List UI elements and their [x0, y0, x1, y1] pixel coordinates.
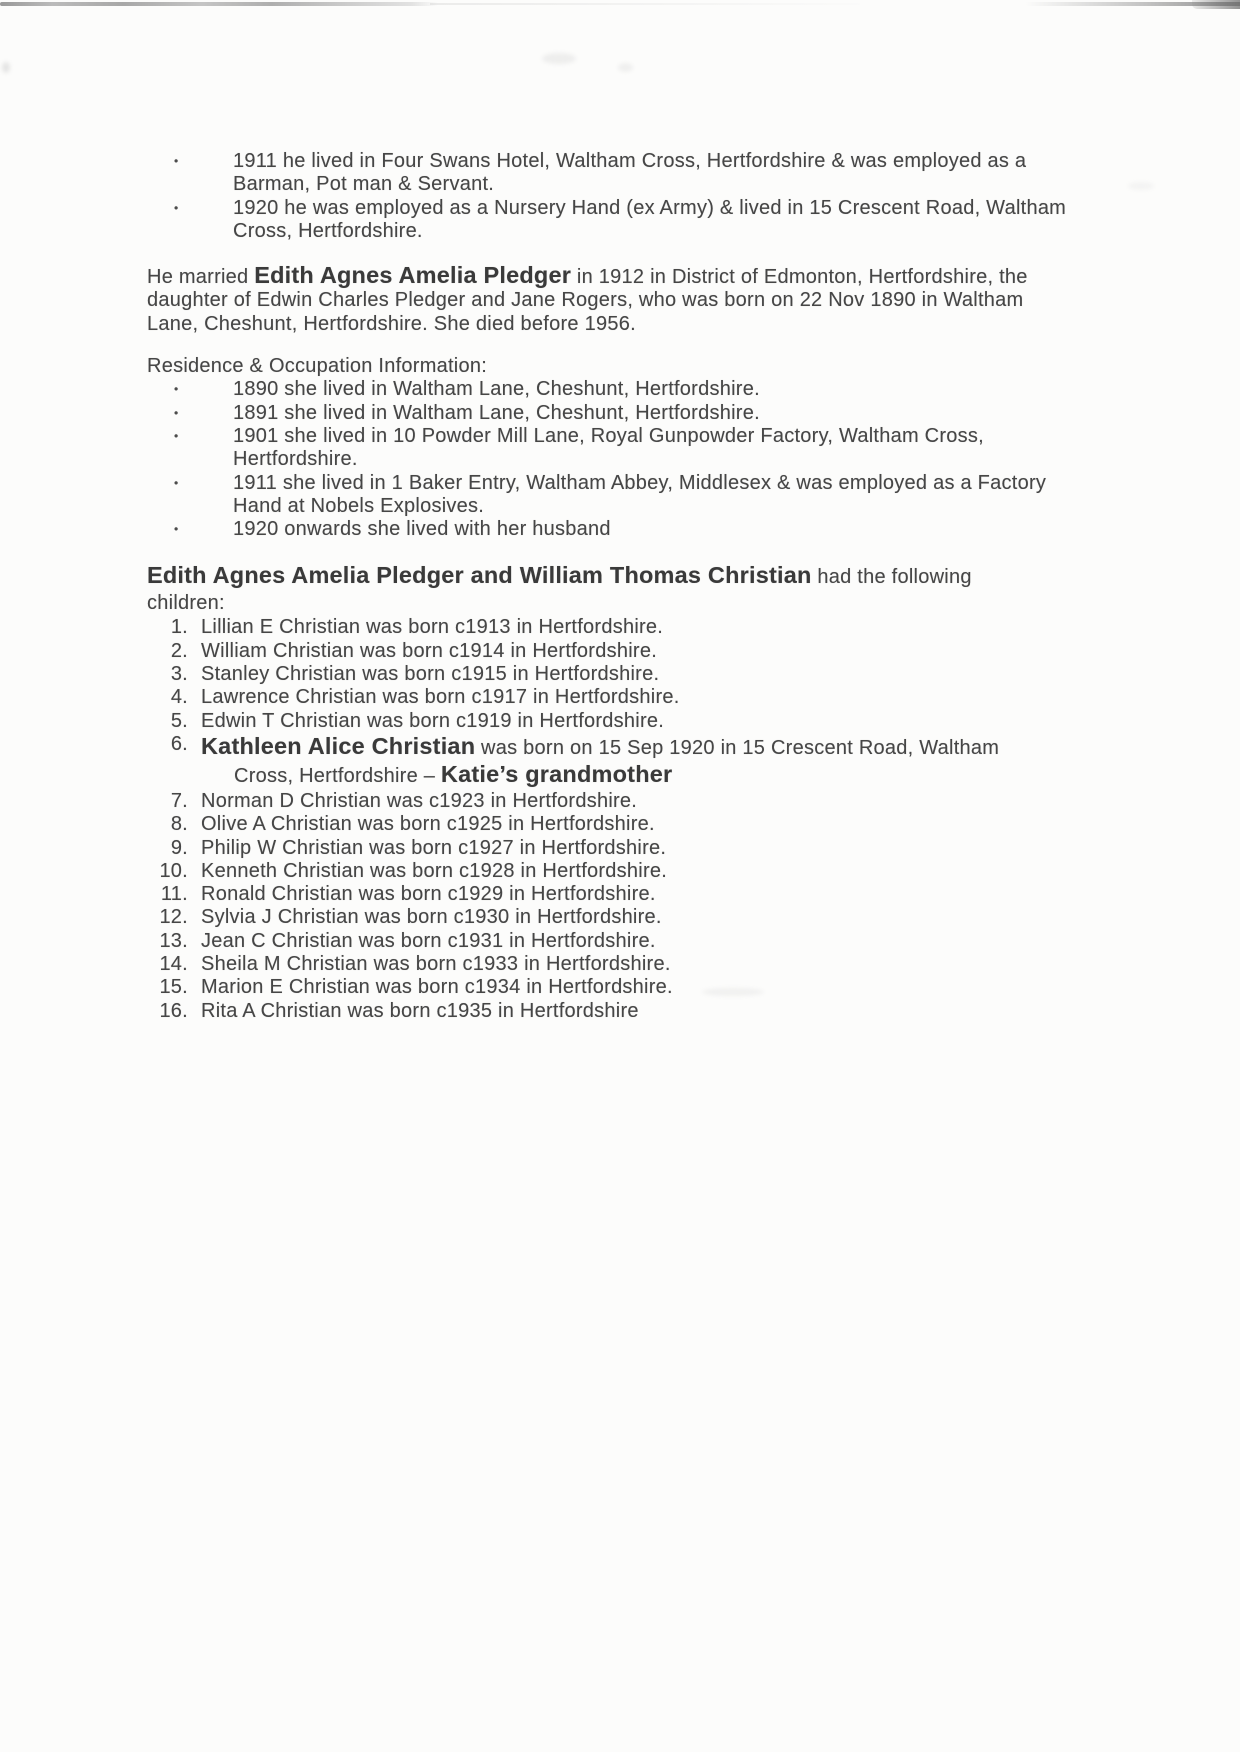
child-item	[147, 906, 1132, 929]
bullet-icon: •	[174, 428, 179, 443]
child-item	[147, 1000, 1132, 1023]
child-item	[147, 733, 1132, 790]
text-line	[201, 906, 1132, 929]
scan-smudge	[542, 53, 576, 64]
text: 1911 she lived in 1 Baker Entry, Waltham Abbey, Middlesex & was employed as a Factory	[233, 471, 1047, 494]
text: Lane, Cheshunt, Hertfordshire. She died before 1956.	[147, 312, 636, 335]
child-item	[147, 883, 1132, 906]
item-number: 2.	[170, 639, 188, 662]
item-number: 1.	[170, 616, 188, 639]
his-residence-list	[147, 150, 1132, 243]
children-heading	[147, 562, 1132, 616]
text-line	[201, 813, 1132, 836]
text-line	[201, 953, 1132, 976]
text-line	[201, 883, 1132, 906]
text-line	[147, 562, 1132, 590]
text: William Christian was born c1914 in Hertfordshire.	[201, 639, 657, 662]
bullet-item	[147, 197, 1132, 244]
text-line	[233, 495, 1132, 518]
bold-text: Kathleen Alice Christian	[201, 732, 476, 759]
text-line	[201, 640, 1132, 663]
item-number: 13.	[159, 929, 188, 952]
text-line	[201, 733, 1132, 762]
text: Stanley Christian was born c1915 in Hertfordshire.	[201, 663, 660, 686]
bullet-text	[233, 402, 1132, 425]
child-text	[201, 930, 1132, 953]
child-text	[201, 790, 1132, 813]
item-number: 9.	[170, 836, 188, 859]
child-text	[201, 813, 1132, 836]
child-text	[201, 906, 1132, 929]
item-number: 5.	[170, 709, 188, 732]
text-line	[201, 686, 1132, 709]
text-line	[233, 173, 1132, 196]
text: 1911 he lived in Four Swans Hotel, Waltham Cross, Hertfordshire & was employed as a	[233, 150, 1027, 172]
item-number: 15.	[159, 976, 188, 999]
child-item	[147, 790, 1132, 813]
children-list	[147, 616, 1132, 1022]
residence-heading: Residence & Occupation Information:	[147, 355, 488, 378]
text: Cross, Hertfordshire.	[233, 219, 423, 242]
scan-artifact-corner	[1192, 0, 1240, 9]
bullet-item	[147, 425, 1132, 472]
bullet-text	[233, 425, 1132, 472]
text: Norman D Christian was c1923 in Hertfordshire.	[201, 789, 638, 812]
bullet-item	[147, 378, 1132, 401]
text-line	[233, 402, 1132, 425]
text: Kenneth Christian was born c1928 in Hertfordshire.	[201, 859, 668, 882]
child-item	[147, 616, 1132, 639]
scan-artifact-top-mid	[430, 3, 860, 5]
text-line	[233, 220, 1132, 243]
text-line	[233, 472, 1132, 495]
text: He married	[147, 266, 255, 289]
item-number: 6.	[170, 732, 188, 755]
child-text	[201, 837, 1132, 860]
child-text	[201, 733, 1132, 790]
bullet-text	[233, 378, 1132, 401]
scan-smudge	[2, 62, 10, 73]
scan-smudge	[618, 63, 633, 72]
child-text	[201, 616, 1132, 639]
child-item	[147, 837, 1132, 860]
text: Ronald Christian was born c1929 in Hertfordshire.	[201, 883, 656, 906]
item-number: 8.	[170, 813, 188, 836]
text-line	[201, 663, 1132, 686]
child-text	[201, 663, 1132, 686]
bullet-icon: •	[174, 475, 179, 490]
child-item	[147, 813, 1132, 836]
bullet-item	[147, 402, 1132, 425]
text: Rita A Christian was born c1935 in Hertfordshire	[201, 999, 639, 1022]
text: Barman, Pot man & Servant.	[233, 173, 495, 196]
bullet-icon: •	[174, 200, 179, 215]
text-line	[201, 860, 1132, 883]
text-line	[234, 761, 1132, 790]
text: Lillian E Christian was born c1913 in Hertfordshire.	[201, 616, 664, 639]
bullet-item	[147, 472, 1132, 519]
child-text	[201, 953, 1132, 976]
item-number: 7.	[170, 789, 188, 812]
item-number: 4.	[170, 686, 188, 709]
child-text	[201, 640, 1132, 663]
child-text	[201, 686, 1132, 709]
bullet-item	[147, 518, 1132, 541]
bullet-text	[233, 197, 1132, 244]
text: Sylvia J Christian was born c1930 in Hertfordshire.	[201, 906, 662, 929]
item-number: 10.	[159, 859, 188, 882]
text-line	[147, 313, 1132, 336]
document-body	[147, 150, 1132, 1023]
child-text	[201, 1000, 1132, 1023]
bold-text: Edith Agnes Amelia Pledger	[254, 262, 572, 289]
residence-list	[147, 378, 1132, 541]
text: was born on 15 Sep 1920 in 15 Crescent Road, Waltham	[475, 736, 1000, 759]
text-line	[233, 518, 1132, 541]
child-text	[201, 710, 1132, 733]
text-line	[201, 790, 1132, 813]
text: Cross, Hertfordshire –	[234, 765, 441, 788]
child-text	[201, 976, 1132, 999]
scan-artifact-top-left	[0, 2, 438, 6]
text-line	[201, 837, 1132, 860]
child-item	[147, 686, 1132, 709]
bullet-item	[147, 150, 1132, 197]
text: Hand at Nobels Explosives.	[233, 494, 485, 517]
text: 1890 she lived in Waltham Lane, Cheshunt, Hertfordshire.	[233, 378, 760, 401]
text-line	[201, 976, 1132, 999]
text-line	[147, 264, 1132, 289]
text-line	[201, 930, 1132, 953]
text: Philip W Christian was born c1927 in Hertfordshire.	[201, 836, 667, 859]
item-number: 16.	[159, 999, 188, 1022]
child-text	[201, 860, 1132, 883]
text-line	[233, 378, 1132, 401]
bullet-icon: •	[174, 382, 179, 397]
text: Hertfordshire.	[233, 448, 358, 471]
bullet-icon: •	[174, 154, 179, 168]
child-item	[147, 710, 1132, 733]
text-line	[233, 150, 1132, 173]
text: 1920 onwards she lived with her husband	[233, 518, 611, 541]
text: Edwin T Christian was born c1919 in Hertfordshire.	[201, 709, 665, 732]
child-item	[147, 953, 1132, 976]
text: 1891 she lived in Waltham Lane, Cheshunt, Hertfordshire.	[233, 401, 760, 424]
child-item	[147, 860, 1132, 883]
item-number: 12.	[159, 906, 188, 929]
bullet-text	[233, 472, 1132, 519]
text-line	[233, 197, 1132, 220]
child-item	[147, 930, 1132, 953]
bold-text: Edith Agnes Amelia Pledger and William Thomas Christian	[147, 562, 812, 589]
child-text	[201, 883, 1132, 906]
text-line	[233, 448, 1132, 471]
bullet-text	[233, 518, 1132, 541]
text-line	[147, 289, 1132, 312]
text: daughter of Edwin Charles Pledger and Jane Rogers, who was born on 22 Nov 1890 in Waltham	[147, 289, 1024, 312]
item-number: 11.	[160, 883, 188, 906]
text: had the following	[811, 566, 972, 589]
text: 1901 she lived in 10 Powder Mill Lane, Royal Gunpowder Factory, Waltham Cross,	[233, 424, 984, 447]
marriage-paragraph	[147, 264, 1132, 336]
text: 1920 he was employed as a Nursery Hand (ex Army) & lived in 15 Crescent Road, Waltham	[233, 196, 1067, 219]
text-line	[201, 1000, 1132, 1023]
bold-text: Katie’s grandmother	[440, 761, 673, 788]
text: Sheila M Christian was born c1933 in Hertfordshire.	[201, 953, 671, 976]
child-item	[147, 640, 1132, 663]
text: children:	[147, 592, 225, 615]
text-line	[201, 616, 1132, 639]
child-item	[147, 976, 1132, 999]
text: Olive A Christian was born c1925 in Hertfordshire.	[201, 813, 655, 836]
item-number: 3.	[170, 663, 188, 686]
bullet-icon: •	[174, 405, 179, 420]
text-line	[233, 425, 1132, 448]
text-line	[147, 590, 1132, 616]
text: in 1912 in District of Edmonton, Hertfordshire, the	[571, 266, 1028, 289]
text: Jean C Christian was born c1931 in Hertfordshire.	[201, 929, 656, 952]
child-item	[147, 663, 1132, 686]
text-line	[201, 710, 1132, 733]
item-number: 14.	[159, 953, 188, 976]
text: Lawrence Christian was born c1917 in Hertfordshire.	[201, 686, 680, 709]
bullet-text	[233, 150, 1132, 197]
text: Marion E Christian was born c1934 in Hertfordshire.	[201, 976, 673, 999]
bullet-icon: •	[174, 522, 179, 537]
